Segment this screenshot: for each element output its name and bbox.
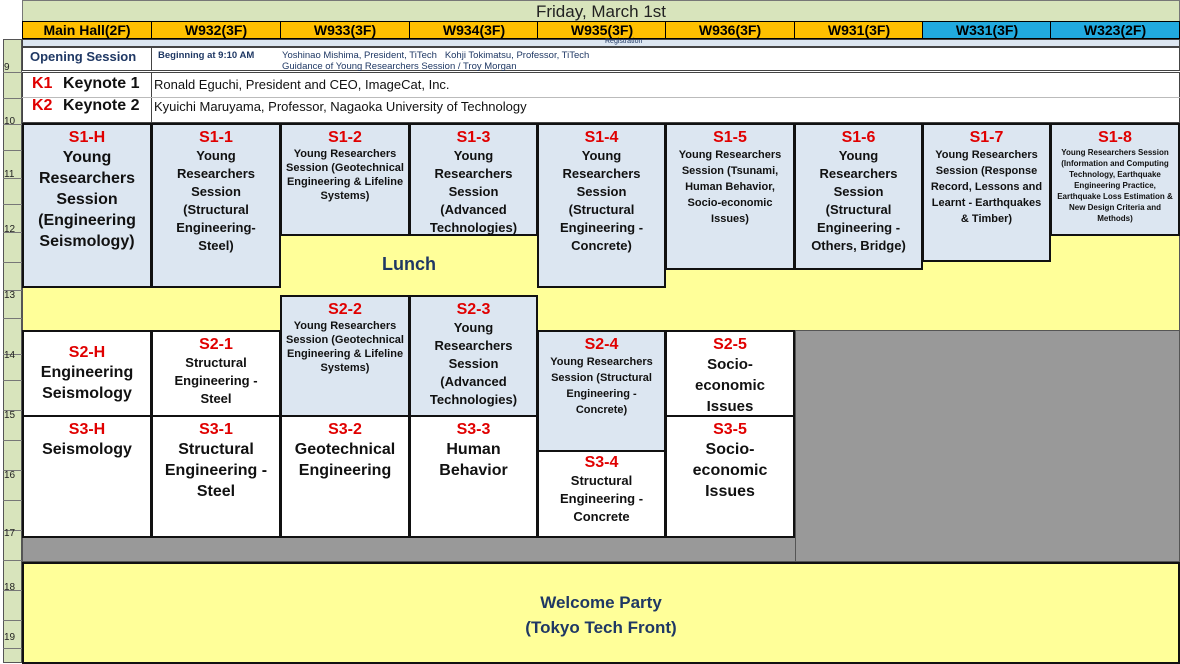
session-s2-4[interactable] xyxy=(537,330,666,452)
session-code: S1-H xyxy=(68,129,106,146)
session-title: Human Behavior xyxy=(439,441,508,479)
room-header-w331: W331(3F) xyxy=(922,21,1052,39)
session-s1-5[interactable] xyxy=(665,123,795,270)
unused-area xyxy=(22,537,796,562)
hour-label: 17 xyxy=(4,528,16,539)
session-title: Young Researchers Session (Information and Computing Technology, Earthquake Engineering Practice, Earthquake Loss Estimation & New Design Criteria and Methods) xyxy=(1057,148,1173,223)
session-title: Socio-economic Issues xyxy=(692,441,768,500)
session-s3-4[interactable] xyxy=(537,450,666,538)
session-code: S1-1 xyxy=(199,129,233,146)
session-title: Young Researchers Session (Structural Engineering - Concrete) xyxy=(550,356,653,416)
session-s1-4[interactable] xyxy=(537,123,666,288)
room-header-w934: W934(3F) xyxy=(409,21,539,39)
room-header-w933: W933(3F) xyxy=(280,21,410,39)
session-title: Young Researchers Session (Advanced Technologies) xyxy=(429,320,518,407)
session-s3-2[interactable] xyxy=(280,415,410,538)
session-code: S1-2 xyxy=(328,129,362,146)
unused-area xyxy=(795,330,1180,562)
hour-label: 11 xyxy=(4,169,15,180)
room-header-w932: W932(3F) xyxy=(151,21,281,39)
session-code: S1-4 xyxy=(584,129,619,146)
hour-label: 16 xyxy=(4,470,16,481)
tick xyxy=(3,560,22,561)
session-code: S2-2 xyxy=(328,301,362,318)
session-code: S2-1 xyxy=(199,336,233,353)
opening-guidance: Guidance of Young Researchers Session / Troy Morgan xyxy=(282,61,517,72)
session-s2-5[interactable] xyxy=(665,330,795,417)
session-code: S2-3 xyxy=(456,301,491,318)
session-title: Geotechnical Engineering xyxy=(294,441,396,479)
session-s1-8[interactable] xyxy=(1050,123,1180,236)
session-title: Young Researchers Session (Tsunami, Human Behavior, Socio-economic Issues) xyxy=(678,149,782,225)
session-title: Young Researchers Session (Structural Engineering - Concrete) xyxy=(559,148,644,253)
room-header-main-hall: Main Hall(2F) xyxy=(22,21,152,39)
session-title: Structural Engineering - Steel xyxy=(164,441,268,500)
divider xyxy=(151,47,152,71)
session-code: S1-7 xyxy=(969,129,1004,146)
hour-label: 15 xyxy=(4,410,16,421)
keynote-2-label: Keynote 2 xyxy=(63,97,140,114)
session-title: Young Researchers Session (Geotechnical Engineering & Lifeline Systems) xyxy=(286,320,404,374)
session-s1-2[interactable] xyxy=(280,123,410,236)
session-code: S2-4 xyxy=(584,336,619,353)
tick xyxy=(3,648,22,649)
session-title: Young Researchers Session (Advanced Technologies) xyxy=(429,148,518,235)
keynote-2-code: K2 xyxy=(32,97,53,114)
session-title: Seismology xyxy=(42,441,132,458)
session-code: S3-3 xyxy=(456,421,491,438)
session-code: S3-5 xyxy=(713,421,747,438)
divider xyxy=(22,97,1180,98)
welcome-party[interactable] xyxy=(22,562,1180,664)
session-s2-2[interactable] xyxy=(280,295,410,417)
hour-label: 9 xyxy=(4,62,10,73)
session-s2-h[interactable] xyxy=(22,330,152,417)
session-s3-1[interactable] xyxy=(151,415,281,538)
session-title: Engineering Seismology xyxy=(40,364,134,402)
keynote-1-code: K1 xyxy=(32,75,53,92)
tick xyxy=(3,380,22,381)
session-title: Structural Engineering - Concrete xyxy=(559,473,644,524)
keynote-2-speaker: Kyuichi Maruyama, Professor, Nagaoka University of Technology xyxy=(154,99,527,114)
party-title: Welcome Party xyxy=(540,593,662,612)
tick xyxy=(3,500,22,501)
opening-session-label: Opening Session xyxy=(30,49,137,64)
session-code: S3-H xyxy=(68,421,106,438)
hour-label: 19 xyxy=(4,632,16,643)
session-s3-h[interactable] xyxy=(22,415,152,538)
session-s2-1[interactable] xyxy=(151,330,281,417)
session-s1-6[interactable] xyxy=(794,123,923,270)
day-title: Friday, March 1st xyxy=(22,0,1180,21)
tick xyxy=(3,150,22,151)
session-title: Structural Engineering - Steel xyxy=(174,355,258,406)
session-title: Young Researchers Session (Geotechnical Engineering & Lifeline Systems) xyxy=(286,148,404,202)
session-title: Young Researchers Session (Response Record, Lessons and Learnt - Earthquakes & Timber) xyxy=(930,149,1043,225)
opening-speakers: Yoshinao Mishima, President, TiTech Kohji Tokimatsu, Professor, TiTech xyxy=(282,50,590,61)
tick xyxy=(3,204,22,205)
session-s3-3[interactable] xyxy=(409,415,538,538)
session-code: S1-8 xyxy=(1098,129,1132,146)
tick xyxy=(3,318,22,319)
session-title: Young Researchers Session (Structural Engineering-Steel) xyxy=(176,148,256,253)
hour-label: 14 xyxy=(4,350,16,361)
room-header-w931: W931(3F) xyxy=(794,21,924,39)
lunch-label: Lunch xyxy=(382,254,436,274)
hour-label: 18 xyxy=(4,582,16,593)
opening-time: Beginning at 9:10 AM xyxy=(158,50,255,61)
registration-strip xyxy=(22,39,1180,47)
session-code: S1-6 xyxy=(841,129,876,146)
party-location: (Tokyo Tech Front) xyxy=(525,618,677,637)
session-s1-1[interactable] xyxy=(151,123,281,288)
tick xyxy=(3,440,22,441)
session-s1-7[interactable] xyxy=(922,123,1051,262)
session-code: S1-3 xyxy=(456,129,491,146)
keynote-1-speaker: Ronald Eguchi, President and CEO, ImageCat, Inc. xyxy=(154,77,450,92)
registration-label: Registration xyxy=(605,38,643,45)
session-s1-h[interactable] xyxy=(22,123,152,288)
room-header-w935: W935(3F) xyxy=(537,21,667,39)
session-title: Socio-economic Issues xyxy=(694,356,766,415)
hour-label: 13 xyxy=(4,290,16,301)
session-code: S1-5 xyxy=(713,129,747,146)
tick xyxy=(3,620,22,621)
session-title: Young Researchers Session (Engineering Seismology) xyxy=(38,149,136,250)
tick xyxy=(3,262,22,263)
hour-label: 10 xyxy=(4,116,16,127)
room-header-w323: W323(2F) xyxy=(1050,21,1180,39)
session-code: S3-1 xyxy=(199,421,233,438)
session-code: S3-4 xyxy=(584,454,619,471)
keynote-1-label: Keynote 1 xyxy=(63,75,140,92)
session-s3-5[interactable] xyxy=(665,415,795,538)
session-code: S3-2 xyxy=(328,421,362,438)
tick xyxy=(3,98,22,99)
session-s1-3[interactable] xyxy=(409,123,538,236)
session-code: S2-H xyxy=(68,344,106,361)
session-s2-3[interactable] xyxy=(409,295,538,417)
session-title: Young Researchers Session (Structural Engineering - Others, Bridge) xyxy=(811,148,906,253)
hour-label: 12 xyxy=(4,224,16,235)
room-header-w936: W936(3F) xyxy=(665,21,795,39)
session-code: S2-5 xyxy=(713,336,747,353)
